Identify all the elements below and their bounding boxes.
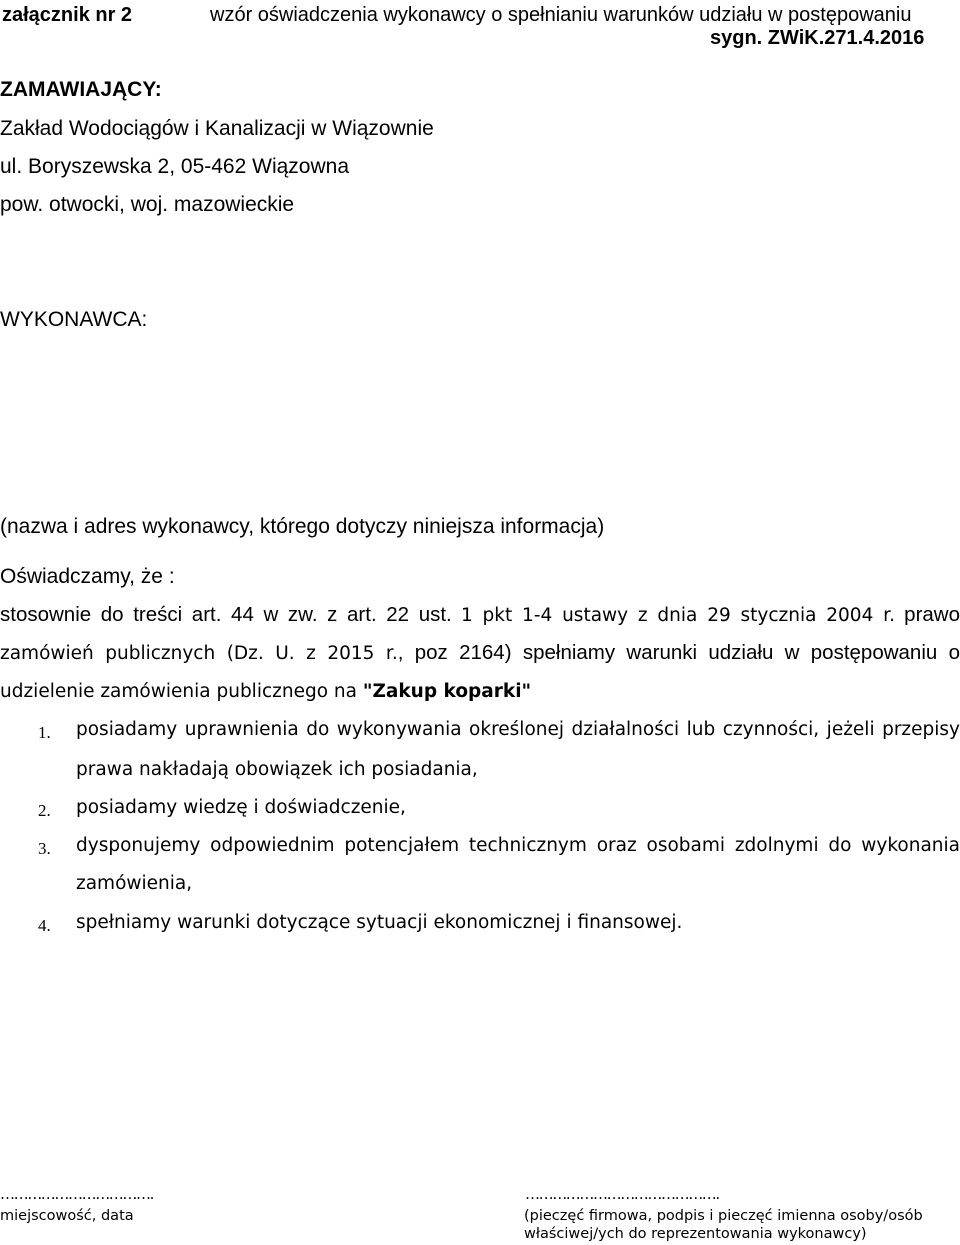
declaration-line-3-part-a: udzielenie zamówienia publicznego na: [0, 681, 363, 702]
declaration-line-3: [0, 681, 960, 703]
list-item-number: 2.: [38, 801, 51, 820]
signature-label-continuation: właściwej/ych do reprezentowania wykonawcy): [524, 1226, 867, 1242]
list-item-number: 3.: [38, 839, 51, 858]
contractor-heading: WYKONAWCA:: [0, 308, 148, 331]
declaration-line-1: [0, 603, 960, 627]
signature-label: (pieczęć firmowa, podpis i pieczęć imienna osoby/osób: [524, 1208, 923, 1224]
place-date-line: …………………………….: [0, 1185, 153, 1203]
list-item-text: dysponujemy odpowiednim potencjałem technicznym oraz osobami zdolnymi do wykonania: [76, 835, 960, 856]
declaration-line-2-part-b: , poz 2164) spełniamy warunki udziału w postępowaniu o: [397, 641, 960, 664]
list-item-text: spełniamy warunki dotyczące sytuacji ekonomicznej i finansowej.: [76, 912, 683, 933]
list-item-text: posiadamy wiedzę i doświadczenie,: [76, 797, 406, 818]
list-item-number: 1.: [38, 723, 51, 742]
list-item-number: 4.: [38, 916, 51, 935]
ordering-party-name: Zakład Wodociągów i Kanalizacji w Wiązownie: [0, 117, 434, 140]
declaration-line-1-part-c: prawo: [904, 603, 960, 626]
ordering-party-county: pow. otwocki, woj. mazowieckie: [0, 193, 295, 216]
declaration-line-1-part-b: 1 pkt 1-4 ustawy z dnia 29 stycznia 2004 r.: [460, 605, 895, 626]
place-date-label: miejscowość, data: [0, 1208, 134, 1224]
subject-of-order: "Zakup koparki": [362, 681, 532, 702]
list-item-continuation: zamówienia,: [76, 873, 193, 894]
ordering-party-address: ul. Boryszewska 2, 05-462 Wiązowna: [0, 155, 349, 178]
declaration-intro: Oświadczamy, że :: [0, 565, 175, 588]
list-item-continuation: prawa nakładają obowiązek ich posiadania,: [76, 759, 478, 780]
list-item-text: posiadamy uprawnienia do wykonywania określonej działalności lub czynności, jeżeli przepisy: [76, 719, 960, 740]
attachment-label: załącznik nr 2: [2, 4, 133, 26]
reference-number: sygn. ZWiK.271.4.2016: [710, 27, 925, 49]
signature-line: …………………………………….: [525, 1185, 719, 1203]
contractor-note: (nazwa i adres wykonawcy, którego dotyczy niniejsza informacja): [0, 515, 605, 538]
declaration-line-1-part-a: stosownie do treści art. 44 w zw. z art. 22 ust.: [0, 603, 452, 626]
form-description: wzór oświadczenia wykonawcy o spełnianiu warunków udziału w postępowaniu: [210, 4, 912, 26]
declaration-line-2-part-a: zamówień publicznych (Dz. U. z 2015 r.: [0, 643, 398, 664]
ordering-party-heading: ZAMAWIAJĄCY:: [0, 78, 162, 101]
declaration-line-2: [0, 641, 960, 665]
